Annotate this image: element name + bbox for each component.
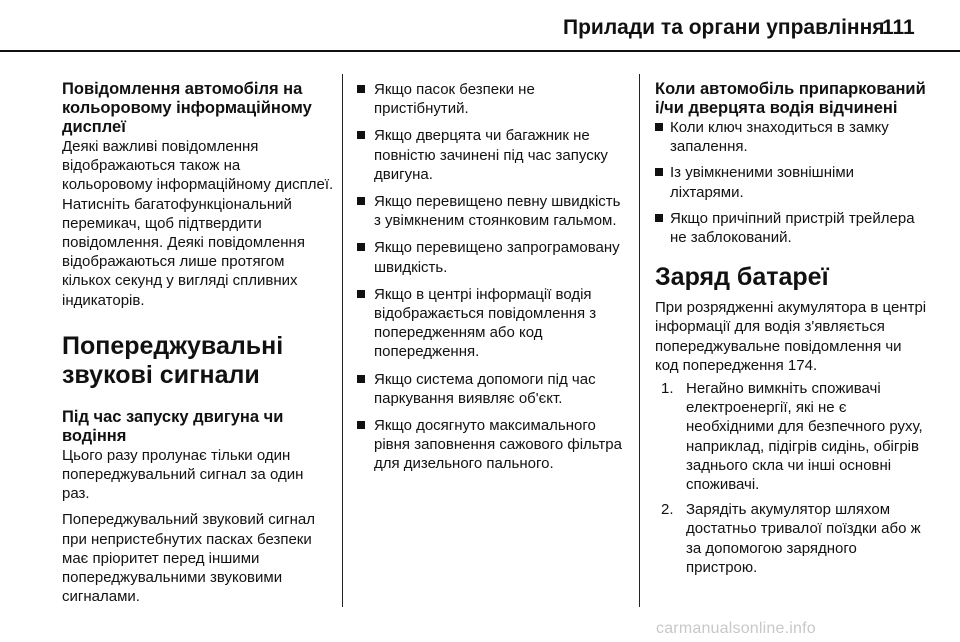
- column-right: [655, 80, 927, 583]
- step-item: [661, 379, 927, 494]
- section-heading-vehicle-messages: Повідомлення автомобіля на кольоровому інформаційному дисплеї: [62, 80, 312, 136]
- paragraph-battery: При розрядженні акумулятора в центрі інформації для водія з'являється попереджувальне повідомлення чи код попередження 174.: [655, 299, 927, 374]
- step-number: 2.: [661, 501, 674, 519]
- paragraph-seatbelt-priority: Попереджувальний звуковий сигнал при непристебнутих пасках безпеки має пріоритет перед іншими попереджувальними звуковими сигналами.: [62, 511, 316, 606]
- list-item: Якщо перевищено певну швидкість з увімкненим стоянковим гальмом.: [356, 192, 624, 230]
- paragraph-one-chime: Цього разу пролунає тільки один попереджувальний сигнал за один раз.: [62, 446, 304, 503]
- list-item: Якщо пасок безпеки не пристібнутий.: [356, 80, 624, 118]
- list-item: Коли ключ знаходиться в замку запалення.: [655, 118, 927, 156]
- battery-steps-list: [655, 379, 927, 577]
- step-text: Зарядіть акумулятор шляхом достатньо тривалої поїздки або ж за допомогою зарядного пристрою.: [686, 501, 921, 576]
- paragraph-vehicle-messages: Деякі важливі повідомлення відображаються також на кольоровому інформаційному дисплеї. Натисніть багатофункціональний перемикач, щоб підтвердити повідомлення. Деякі повідомлення відображаються лише протягом кількох секунд у вигляді спливних індикаторів.: [62, 138, 334, 309]
- header-divider: [0, 50, 960, 52]
- list-item: Із увімкненими зовнішніми ліхтарями.: [655, 163, 927, 201]
- column-divider-2: [639, 74, 640, 607]
- column-divider-1: [342, 74, 343, 607]
- list-item: Якщо в центрі інформації водія відображається повідомлення з попередженням або код попередження.: [356, 285, 624, 362]
- warning-conditions-list: [356, 80, 624, 474]
- list-item: Якщо система допомоги під час паркування виявляє об'єкт.: [356, 370, 624, 408]
- parked-conditions-list: [655, 118, 927, 247]
- watermark: carmanualsonline.info: [656, 620, 816, 637]
- list-item: Якщо досягнуто максимального рівня заповнення сажового фільтра для дизельного пального.: [356, 416, 624, 474]
- step-number: 1.: [661, 380, 674, 398]
- step-item: [661, 500, 927, 577]
- column-middle: [356, 80, 624, 482]
- page-number: 111: [882, 16, 915, 39]
- running-title: Прилади та органи управління: [563, 16, 885, 39]
- list-item: Якщо дверцята чи багажник не повністю зачинені під час запуску двигуна.: [356, 126, 624, 184]
- section-title-battery: Заряд батареї: [655, 263, 829, 292]
- section-title-warning-chimes: Попереджувальні звукові сигнали: [62, 331, 284, 389]
- list-item: Якщо перевищено запрограмовану швидкість.: [356, 238, 624, 276]
- page-header: [0, 0, 960, 58]
- step-text: Негайно вимкніть споживачі електроенергії, які не є необхідними для безпечного руху, наприклад, підігрів сидінь, обігрів заднього скла чи інші основні споживачі.: [686, 380, 923, 494]
- column-left: [62, 80, 334, 606]
- section-heading-parked: Коли автомобіль припаркований і/чи дверцята водія відчинені: [655, 80, 926, 117]
- subheading-engine-start: Під час запуску двигуна чи водіння: [62, 407, 284, 445]
- list-item: Якщо причіпний пристрій трейлера не заблокований.: [655, 209, 927, 247]
